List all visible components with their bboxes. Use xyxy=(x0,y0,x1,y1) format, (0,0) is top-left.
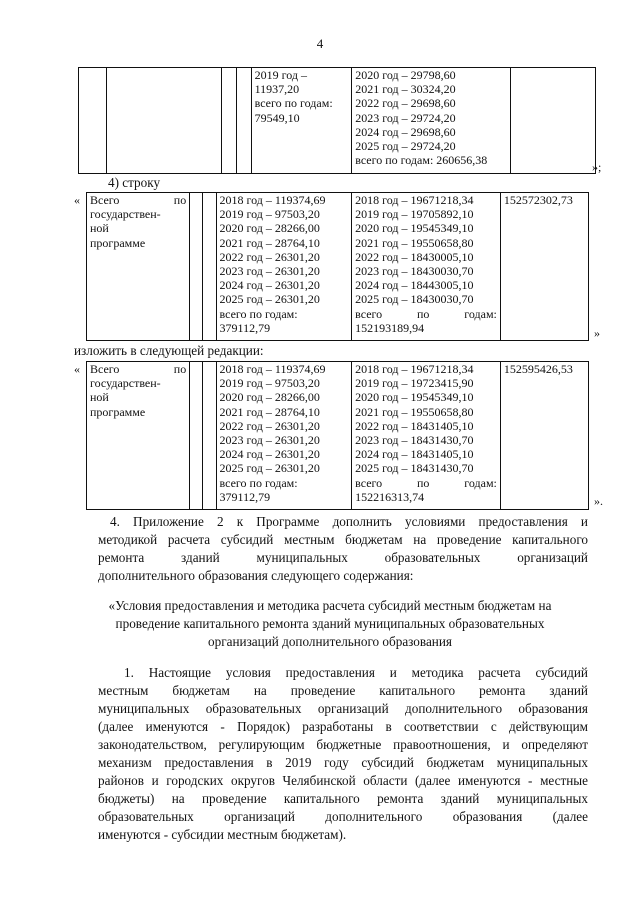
cell-line: 2020 год – 29798,60 xyxy=(355,68,456,82)
table-cell-col3 xyxy=(251,68,352,174)
cell-line: 2023 год – 29724,20 xyxy=(355,110,456,125)
cell-line: 2025 год – 26301,20 xyxy=(219,292,320,307)
cell-line: 2024 год – 29698,60 xyxy=(355,124,456,139)
cell-word: по xyxy=(173,193,187,207)
table-cell-name xyxy=(87,362,190,510)
cell-line xyxy=(355,476,497,490)
cell-word: Всего xyxy=(90,362,120,376)
table-old-row xyxy=(86,192,589,341)
cell-line: государствен- xyxy=(90,376,161,391)
table-cell xyxy=(190,193,203,341)
heading-line: организаций дополнительного образования xyxy=(208,634,452,649)
table-cell xyxy=(190,362,203,510)
text-line: 4. Приложение 2 к Программе дополнить условиями предоставления и xyxy=(110,514,588,529)
cell-line: 2023 год – 26301,20 xyxy=(219,433,320,448)
text-line: механизм предоставления в 2019 году субсидий бюджетам муниципальных xyxy=(98,755,588,770)
cell-line: программе xyxy=(90,404,146,419)
cell-line: государствен- xyxy=(90,207,161,222)
closing-quote: »; xyxy=(592,160,602,174)
text-line: 1. Настоящие условия предоставления и методика расчета субсидий xyxy=(124,665,588,680)
cell-line: 11937,20 xyxy=(254,82,300,97)
table-new-row xyxy=(86,361,589,510)
paragraph-4 xyxy=(98,513,588,585)
cell-line: всего по годам: xyxy=(219,475,298,490)
opening-quote: « xyxy=(74,193,80,207)
table-cell-col5 xyxy=(500,362,588,510)
cell-line: 2022 год – 26301,20 xyxy=(219,418,320,433)
table-cell xyxy=(203,362,216,510)
cell-line: всего по годам: xyxy=(254,96,333,111)
cell-line: всего по годам: 260656,38 xyxy=(355,153,488,168)
cell-line: 2022 год – 18430005,10 xyxy=(355,249,474,264)
total-value: 152595426,53 xyxy=(503,362,573,376)
text-line: именуются - субсидии местным бюджетам). xyxy=(98,827,347,842)
page-number: 4 xyxy=(316,36,324,51)
cell-line: 2023 год – 18430030,70 xyxy=(355,264,474,279)
table-cell-col4 xyxy=(352,68,511,174)
cell-word: годам: xyxy=(464,475,497,490)
table-cell-col3 xyxy=(216,362,352,510)
text-line: районов и городских округов Челябинской области (далее именуются - местные xyxy=(98,773,588,788)
cell-line: 2022 год – 18431405,10 xyxy=(355,418,474,433)
cell-line: 2021 год – 19550658,80 xyxy=(355,404,474,419)
cell-line: 2024 год – 26301,20 xyxy=(219,278,320,293)
cell-word: по xyxy=(417,475,430,490)
table-cell-col4 xyxy=(352,193,501,341)
cell-line: ной xyxy=(90,390,109,405)
cell-line: 2025 год – 18431430,70 xyxy=(355,461,474,476)
cell-line: 2019 год – 97503,20 xyxy=(219,207,320,222)
cell-line: 2018 год – 119374,69 xyxy=(219,362,326,376)
cell-line xyxy=(355,307,497,321)
cell-line: 2019 год – 97503,20 xyxy=(219,376,320,391)
cell-line: 2019 год – xyxy=(254,68,307,82)
cell-line: 2025 год – 29724,20 xyxy=(355,139,456,154)
cell-word: Всего xyxy=(90,193,120,207)
text-line: образовательных организаций дополнительного образования (далее xyxy=(98,809,588,824)
cell-line: 379112,79 xyxy=(219,320,271,335)
table-cell xyxy=(79,68,107,174)
paragraph-1 xyxy=(98,664,588,844)
opening-quote: « xyxy=(74,362,80,376)
closing-quote: ». xyxy=(594,494,603,508)
cell-line xyxy=(90,193,186,207)
cell-line: 152216313,74 xyxy=(355,489,425,504)
section-heading xyxy=(60,597,600,651)
cell-line: 2018 год – 119374,69 xyxy=(219,193,326,207)
cell-line: 152193189,94 xyxy=(355,320,425,335)
total-value: 152572302,73 xyxy=(503,193,573,207)
table-cell-name xyxy=(87,193,190,341)
cell-line: 2024 год – 18443005,10 xyxy=(355,278,474,293)
cell-line: ной xyxy=(90,221,109,236)
cell-line: 2023 год – 26301,20 xyxy=(219,264,320,279)
cell-line: 2019 год – 19723415,90 xyxy=(355,376,474,391)
text-line: бюджеты) на проведение капитального ремонта зданий муниципальных xyxy=(98,791,588,806)
cell-line: 2018 год – 19671218,34 xyxy=(355,193,474,207)
cell-line: 2020 год – 28266,00 xyxy=(219,390,320,405)
table-cell-col5 xyxy=(500,193,588,341)
cell-word: по xyxy=(173,362,187,376)
cell-word: всего xyxy=(355,475,383,490)
heading-line: «Условия предоставления и методика расчета субсидий местным бюджетам на xyxy=(108,598,552,613)
cell-word: всего xyxy=(355,306,383,321)
text-line: (далее именуются - Порядок) разработаны в соответствии с действующим xyxy=(98,719,588,734)
table-cell-col4 xyxy=(352,362,501,510)
cell-line: 2022 год – 29698,60 xyxy=(355,96,456,111)
cell-line: 2021 год – 28764,10 xyxy=(219,404,320,419)
closing-quote: » xyxy=(594,326,600,340)
cell-line: 2021 год – 19550658,80 xyxy=(355,235,474,250)
cell-line: 2024 год – 18431405,10 xyxy=(355,447,474,462)
cell-word: по xyxy=(417,306,430,321)
cell-line: 79549,10 xyxy=(254,110,300,125)
cell-line: 2020 год – 19545349,10 xyxy=(355,390,474,405)
cell-line: 2023 год – 18431430,70 xyxy=(355,433,474,448)
table-cell-col3 xyxy=(216,193,352,341)
cell-line: 2020 год – 19545349,10 xyxy=(355,221,474,236)
item4-label: 4) строку xyxy=(108,175,161,190)
cell-line: программе xyxy=(90,235,146,250)
text-line: методикой расчета субсидий местным бюджетам на проведение капитального xyxy=(98,532,588,547)
cell-line: 2024 год – 26301,20 xyxy=(219,447,320,462)
text-line: законодательством, регулирующим бюджетные правоотношения, и определяют xyxy=(98,737,588,752)
text-line: муниципальных образовательных организаций дополнительного образования xyxy=(98,701,588,716)
text-line: местным бюджетам на проведение капитального ремонта зданий xyxy=(98,683,588,698)
cell-line: всего по годам: xyxy=(219,306,298,321)
cell-word: годам: xyxy=(464,306,497,321)
table-cell xyxy=(203,193,216,341)
heading-line: проведение капитального ремонта зданий муниципальных образовательных xyxy=(115,616,545,631)
cell-line: 2025 год – 26301,20 xyxy=(219,461,320,476)
cell-line xyxy=(90,362,186,376)
table-cell xyxy=(221,68,236,174)
cell-line: 2020 год – 28266,00 xyxy=(219,221,320,236)
cell-line: 2021 год – 30324,20 xyxy=(355,82,456,97)
table-cell-col5 xyxy=(510,68,595,174)
cell-line: 379112,79 xyxy=(219,489,271,504)
cell-line: 2025 год – 18430030,70 xyxy=(355,292,474,307)
text-line: дополнительного образования следующего содержания: xyxy=(98,568,414,583)
table-cell xyxy=(107,68,221,174)
new-edition-label: изложить в следующей редакции: xyxy=(74,343,264,358)
text-line: ремонта зданий муниципальных образовательных организаций xyxy=(98,550,588,565)
cell-line: 2018 год – 19671218,34 xyxy=(355,362,474,376)
cell-line: 2022 год – 26301,20 xyxy=(219,249,320,264)
cell-line: 2021 год – 28764,10 xyxy=(219,235,320,250)
cell-line: 2019 год – 19705892,10 xyxy=(355,207,474,222)
table-cell xyxy=(236,68,251,174)
table-top-fragment xyxy=(78,67,596,174)
